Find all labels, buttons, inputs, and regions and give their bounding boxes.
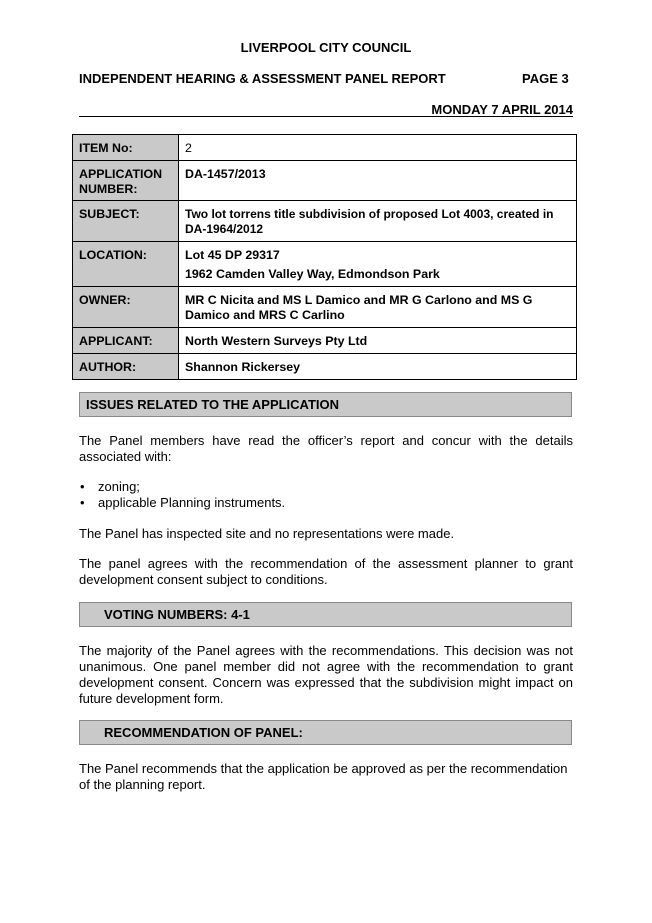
location-label: LOCATION: xyxy=(73,242,179,287)
applicant-value: North Western Surveys Pty Ltd xyxy=(179,328,577,354)
issues-list xyxy=(79,479,573,511)
owner-value: MR C Nicita and MS L Damico and MR G Carlono and MS G Damico and MRS C Carlino xyxy=(179,287,577,328)
recommendation-heading: RECOMMENDATION OF PANEL: xyxy=(79,720,572,745)
table-row xyxy=(73,201,577,242)
application-details-table xyxy=(72,134,577,380)
application-number-value: DA-1457/2013 xyxy=(179,161,577,201)
bullet-icon: • xyxy=(80,495,85,510)
recommendation-text: The Panel recommends that the application be approved as per the recommendation of the planning report. xyxy=(79,761,568,792)
author-label: AUTHOR: xyxy=(73,354,179,380)
location-lot: Lot 45 DP 29317 xyxy=(185,248,280,262)
list-item: • applicable Planning instruments. xyxy=(80,495,286,510)
applicant-label: APPLICANT: xyxy=(73,328,179,354)
report-date: MONDAY 7 APRIL 2014 xyxy=(431,102,573,117)
item-no-value: 2 xyxy=(179,135,577,161)
table-row xyxy=(73,161,577,201)
list-item: • zoning; xyxy=(80,479,140,494)
owner-label: OWNER: xyxy=(73,287,179,328)
voting-heading: VOTING NUMBERS: 4-1 xyxy=(79,602,572,627)
table-row xyxy=(73,328,577,354)
table-row xyxy=(73,135,577,161)
voting-text: The majority of the Panel agrees with the recommendations. This decision was not unanimous. One panel member did not agree with the recommendation to grant development consent. Concern was expressed that the subdivision might impact on future development form. xyxy=(79,643,573,706)
page-number: PAGE 3 xyxy=(522,71,569,86)
agreement-text: The panel agrees with the recommendation of the assessment planner to grant development consent subject to conditions. xyxy=(79,556,573,587)
header-divider xyxy=(79,116,573,117)
subject-value: Two lot torrens title subdivision of proposed Lot 4003, created in DA-1964/2012 xyxy=(179,201,577,242)
subject-label: SUBJECT: xyxy=(73,201,179,242)
table-row xyxy=(73,242,577,287)
report-title: INDEPENDENT HEARING & ASSESSMENT PANEL REPORT xyxy=(79,71,446,86)
bullet-icon: • xyxy=(80,479,85,494)
application-number-label: APPLICATION NUMBER: xyxy=(73,161,179,201)
item-no-label: ITEM No: xyxy=(73,135,179,161)
table-row xyxy=(73,354,577,380)
inspection-text: The Panel has inspected site and no representations were made. xyxy=(79,526,455,541)
location-value xyxy=(179,242,577,287)
author-value: Shannon Rickersey xyxy=(179,354,577,380)
issues-intro: The Panel members have read the officer’s report and concur with the details associated with: xyxy=(79,433,573,464)
location-address: 1962 Camden Valley Way, Edmondson Park xyxy=(185,267,440,281)
council-name: LIVERPOOL CITY COUNCIL xyxy=(240,40,412,55)
issues-heading: ISSUES RELATED TO THE APPLICATION xyxy=(79,392,572,417)
table-row xyxy=(73,287,577,328)
